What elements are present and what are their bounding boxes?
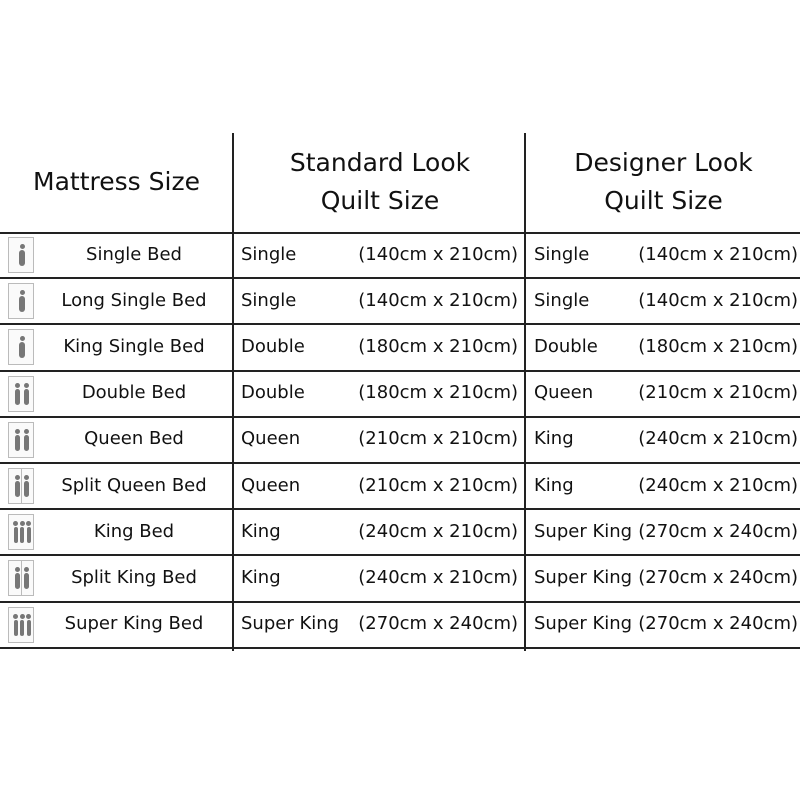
- standard-quilt-size-cell: Double: [241, 382, 305, 404]
- designer-quilt-size-cell: Super King: [534, 613, 633, 635]
- designer-quilt-dimensions-cell: (270cm x 240cm): [638, 613, 798, 635]
- designer-quilt-dimensions-cell: (240cm x 210cm): [638, 428, 798, 450]
- standard-quilt-dimensions-cell: (180cm x 210cm): [358, 382, 518, 404]
- header-mattress-label: Mattress Size: [33, 167, 200, 196]
- designer-quilt-size-cell: Double: [534, 335, 598, 357]
- designer-quilt-dimensions-cell: (270cm x 240cm): [638, 566, 798, 588]
- two-person-bed-icon: [8, 376, 34, 412]
- standard-quilt-dimensions-cell: (270cm x 240cm): [358, 613, 518, 635]
- designer-quilt-size-cell: Super King: [534, 566, 633, 588]
- split-bed-icon: [8, 560, 34, 596]
- designer-quilt-size-cell: King: [534, 428, 574, 450]
- mattress-size-cell: Single Bed: [86, 243, 182, 265]
- standard-quilt-dimensions-cell: (180cm x 210cm): [358, 335, 518, 357]
- designer-quilt-dimensions-cell: (140cm x 210cm): [638, 289, 798, 311]
- standard-quilt-size-cell: King: [241, 520, 281, 542]
- standard-quilt-size-cell: Super King: [241, 613, 340, 635]
- single-person-bed-icon: [8, 237, 34, 273]
- designer-quilt-size-cell: Single: [534, 289, 590, 311]
- header-standard-line1: Standard Look: [289, 148, 471, 177]
- standard-quilt-size-cell: Queen: [241, 428, 301, 450]
- standard-quilt-size-cell: Queen: [241, 474, 301, 496]
- standard-quilt-dimensions-cell: (210cm x 210cm): [358, 428, 518, 450]
- designer-quilt-size-cell: King: [534, 474, 574, 496]
- designer-quilt-dimensions-cell: (210cm x 210cm): [638, 382, 798, 404]
- standard-quilt-size-cell: Single: [241, 243, 297, 265]
- mattress-size-cell: Super King Bed: [64, 613, 204, 635]
- header-standard-line2: Quilt Size: [320, 186, 440, 215]
- standard-quilt-size-cell: Double: [241, 335, 305, 357]
- single-person-bed-icon: [8, 329, 34, 365]
- mattress-size-cell: Double Bed: [81, 382, 187, 404]
- standard-quilt-dimensions-cell: (210cm x 210cm): [358, 474, 518, 496]
- header-designer-look: [527, 133, 800, 231]
- mattress-size-cell: Long Single Bed: [61, 289, 207, 311]
- column-divider: [524, 133, 526, 651]
- designer-quilt-size-cell: Single: [534, 243, 590, 265]
- designer-quilt-dimensions-cell: (240cm x 210cm): [638, 474, 798, 496]
- three-person-bed-icon: [8, 514, 34, 550]
- designer-quilt-size-cell: Super King: [534, 520, 633, 542]
- standard-quilt-dimensions-cell: (140cm x 210cm): [358, 289, 518, 311]
- mattress-size-cell: Queen Bed: [84, 428, 184, 450]
- designer-quilt-dimensions-cell: (140cm x 210cm): [638, 243, 798, 265]
- standard-quilt-size-cell: King: [241, 566, 281, 588]
- standard-quilt-size-cell: Single: [241, 289, 297, 311]
- mattress-size-cell: King Single Bed: [63, 335, 205, 357]
- standard-quilt-dimensions-cell: (140cm x 210cm): [358, 243, 518, 265]
- header-designer-line1: Designer Look: [574, 148, 753, 177]
- mattress-size-cell: King Bed: [93, 520, 175, 542]
- designer-quilt-dimensions-cell: (180cm x 210cm): [638, 335, 798, 357]
- header-designer-line2: Quilt Size: [604, 186, 723, 215]
- column-divider: [232, 133, 234, 651]
- designer-quilt-size-cell: Queen: [534, 382, 594, 404]
- row-divider: [0, 647, 800, 649]
- standard-quilt-dimensions-cell: (240cm x 210cm): [358, 520, 518, 542]
- designer-quilt-dimensions-cell: (270cm x 240cm): [638, 520, 798, 542]
- mattress-size-cell: Split Queen Bed: [61, 474, 207, 496]
- split-bed-icon: [8, 468, 34, 504]
- three-person-bed-icon: [8, 607, 34, 643]
- mattress-size-cell: Split King Bed: [71, 566, 197, 588]
- two-person-bed-icon: [8, 422, 34, 458]
- header-mattress-size: [0, 133, 233, 231]
- standard-quilt-dimensions-cell: (240cm x 210cm): [358, 566, 518, 588]
- single-person-bed-icon: [8, 283, 34, 319]
- header-standard-look: [235, 133, 525, 231]
